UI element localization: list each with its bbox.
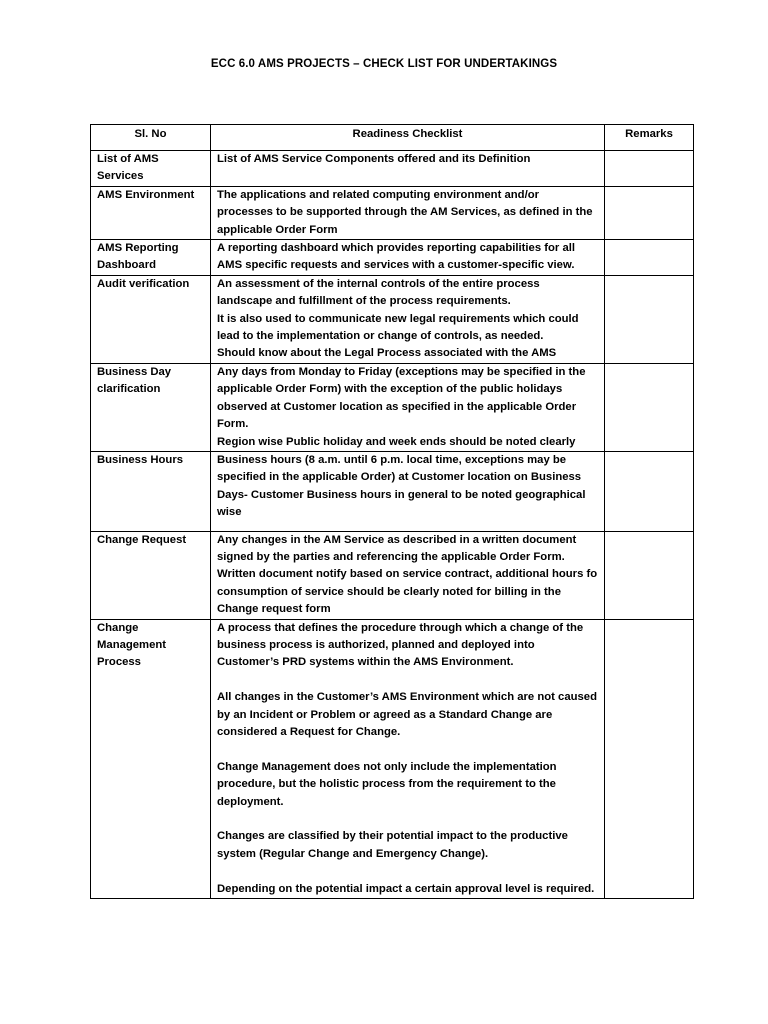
readiness-paragraph: Changes are classified by their potential impact to the productive system (Regular Change and Emergency Change). xyxy=(217,830,568,860)
readiness-cell xyxy=(211,619,605,898)
sl-no-cell: Change Request xyxy=(91,531,211,619)
remarks-cell xyxy=(605,531,694,619)
sl-no-cell: AMS Reporting Dashboard xyxy=(91,240,211,276)
column-header-remarks: Remarks xyxy=(605,125,694,151)
table-header-row xyxy=(91,125,694,151)
readiness-paragraph: A process that defines the procedure through which a change of the business process is authorized, planned and deployed into Customer’s PRD systems within the AMS Environment. xyxy=(217,621,584,669)
page-title: ECC 6.0 AMS PROJECTS – CHECK LIST FOR UNDERTAKINGS xyxy=(210,58,558,70)
table-row xyxy=(91,151,694,187)
readiness-paragraph: Change Management does not only include the implementation procedure, but the holistic process from the requirement to the deployment. xyxy=(217,760,557,808)
remarks-cell xyxy=(605,451,694,531)
remarks-cell xyxy=(605,363,694,451)
readiness-text: An assessment of the internal controls of the entire process landscape and fulfillment of the process requirements. xyxy=(217,277,540,308)
sl-no-cell: Business Day clarification xyxy=(91,363,211,451)
sl-no-cell: Change Management Process xyxy=(91,619,211,898)
readiness-text: Business hours (8 a.m. until 6 p.m. local time, exceptions may be specified in the applicable Order) at Customer location on Business Days- Customer Business hours in general to be noted geographical wise xyxy=(217,453,586,519)
readiness-text: Any changes in the AM Service as described in a written document signed by the parties and referencing the applicable Order Form. xyxy=(217,533,577,563)
readiness-text: Any days from Monday to Friday (exceptions may be specified in the applicable Order Form) with the exception of the public holidays observed at Customer location as specified in the applicable Order Form. xyxy=(217,365,586,431)
readiness-text: Region wise Public holiday and week ends should be noted clearly xyxy=(217,435,576,448)
remarks-cell xyxy=(605,151,694,187)
readiness-cell xyxy=(211,275,605,363)
readiness-text: Written document notify based on service contract, additional hours fo consumption of service should be clearly noted for billing in the Change request form xyxy=(217,568,598,616)
table-row xyxy=(91,619,694,898)
sl-no-cell: AMS Environment xyxy=(91,186,211,239)
table-row xyxy=(91,275,694,363)
readiness-paragraph: All changes in the Customer’s AMS Environment which are not caused by an Incident or Problem or agreed as a Standard Change are considered a Request for Change. xyxy=(217,691,597,738)
table-row xyxy=(91,186,694,239)
table-row xyxy=(91,531,694,619)
remarks-cell xyxy=(605,619,694,898)
table-row xyxy=(91,363,694,451)
readiness-cell xyxy=(211,363,605,451)
readiness-text: It is also used to communicate new legal requirements which could lead to the implementation or change of controls, as needed. xyxy=(217,312,579,343)
readiness-checklist-table xyxy=(90,124,694,899)
remarks-cell xyxy=(605,186,694,239)
table-row xyxy=(91,451,694,531)
sl-no-cell: Audit verification xyxy=(91,275,211,363)
readiness-text: Should know about the Legal Process associated with the AMS xyxy=(217,347,557,360)
table-row xyxy=(91,240,694,276)
column-header-sl-no: Sl. No xyxy=(91,125,211,151)
sl-no-cell: List of AMS Services xyxy=(91,151,211,187)
readiness-cell xyxy=(211,531,605,619)
readiness-cell xyxy=(211,240,605,276)
readiness-text: The applications and related computing environment and/or processes to be supported through the AM Services, as defined in the applicable Order Form xyxy=(217,188,593,236)
readiness-cell xyxy=(211,451,605,531)
readiness-text: A reporting dashboard which provides reporting capabilities for all AMS specific requests and services with a customer-specific view. xyxy=(217,242,575,272)
readiness-cell xyxy=(211,151,605,187)
readiness-paragraph: Depending on the potential impact a certain approval level is required. xyxy=(217,882,595,895)
sl-no-cell: Business Hours xyxy=(91,451,211,531)
column-header-readiness-checklist: Readiness Checklist xyxy=(211,125,605,151)
remarks-cell xyxy=(605,240,694,276)
readiness-text: List of AMS Service Components offered and its Definition xyxy=(217,153,531,165)
remarks-cell xyxy=(605,275,694,363)
readiness-cell xyxy=(211,186,605,239)
